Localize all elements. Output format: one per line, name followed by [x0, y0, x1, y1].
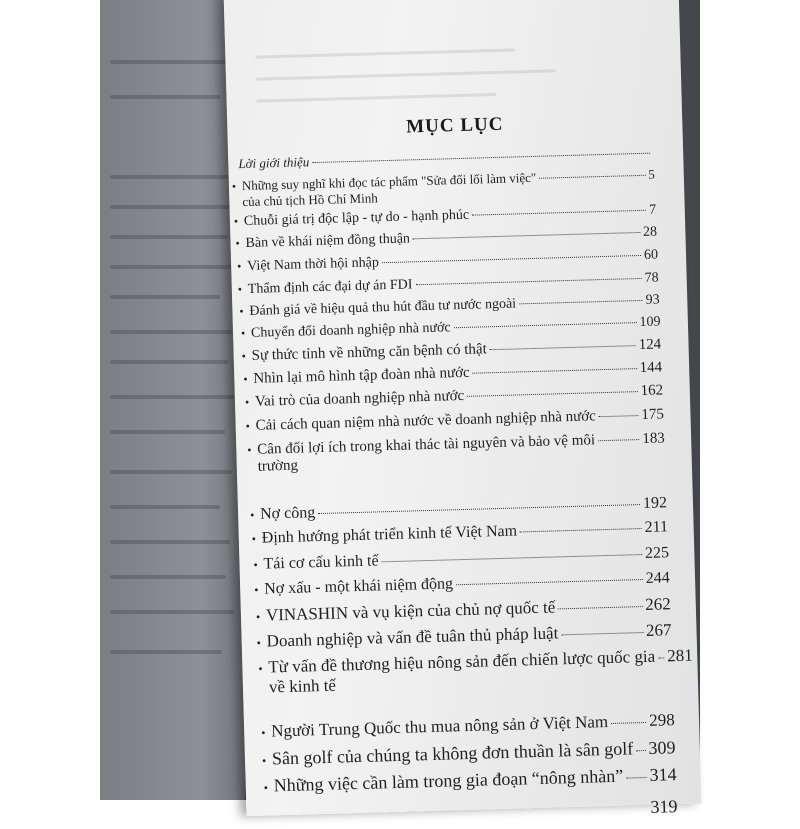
dot-leader [473, 368, 637, 374]
dot-leader [599, 415, 638, 417]
bullet-icon: • [254, 583, 264, 598]
dot-leader [312, 153, 650, 163]
dot-leader [382, 554, 643, 562]
toc-entry-page: 298 [649, 710, 675, 731]
toc-entry-title: Nợ xấu - một khái niệm động [264, 575, 453, 598]
toc-entry-page: 262 [645, 594, 671, 615]
dot-leader [611, 722, 646, 724]
toc-entry-title: Bàn về khái niệm đồng thuận [245, 231, 410, 252]
toc-entry-page: 78 [644, 270, 658, 286]
dot-leader [467, 391, 637, 397]
bullet-icon: • [252, 532, 262, 547]
dot-leader [275, 813, 651, 823]
dot-leader [626, 777, 646, 779]
toc-entry [236, 430, 692, 477]
dot-leader [454, 322, 637, 328]
toc-entry-page: 211 [644, 518, 668, 537]
bullet-icon: • [237, 259, 247, 274]
dot-leader [598, 439, 639, 441]
toc-entry-page: 281 [667, 646, 693, 667]
toc-entry [244, 710, 699, 743]
bullet-icon: • [258, 662, 268, 677]
bullet-icon: • [239, 304, 249, 319]
toc-entry-page: 162 [640, 382, 663, 400]
toc-entry-page: 244 [645, 569, 669, 588]
toc-entry-title: Doanh nghiệp và vấn đề tuân thủ pháp luật [266, 623, 558, 651]
toc-entry-page: 319 [650, 796, 678, 818]
bullet-icon: • [257, 636, 267, 651]
table-of-contents [228, 144, 701, 816]
toc-entry-title: Tái cơ cấu kinh tế [263, 552, 379, 573]
toc-entry-page: 7 [649, 203, 656, 219]
toc-entry-continuation: của chủ tịch Hồ Chí Minh [232, 183, 655, 211]
toc-entry-page: 183 [642, 430, 665, 448]
dot-leader [413, 232, 640, 239]
bullet-icon: • [243, 372, 253, 387]
dot-leader [490, 345, 636, 350]
dot-leader [456, 579, 643, 585]
dot-leader [519, 300, 643, 304]
toc-entry-page: 5 [648, 167, 655, 183]
toc-entry-page: 28 [643, 225, 657, 241]
toc-entry-page: 309 [648, 737, 676, 759]
toc-entry-page: 124 [638, 336, 661, 354]
dot-leader [318, 504, 640, 514]
toc-entry-page: 144 [639, 359, 662, 377]
bullet-icon: • [256, 610, 266, 625]
bullet-icon: • [245, 419, 255, 434]
dot-leader [658, 657, 664, 658]
toc-entry-continuation: trường [248, 447, 666, 476]
toc-entry-page: 109 [639, 314, 660, 331]
toc-entry-title: Từ vấn đề thương hiệu nông sản đến chiến lược quốc gia [268, 647, 655, 678]
bullet-icon: • [241, 326, 251, 341]
dot-leader [558, 606, 642, 609]
dot-leader [382, 255, 641, 263]
toc-entry-title: Lời giới thiệu [238, 154, 309, 172]
toc-entry-title: Những suy nghĩ khi đọc tác phẩm "Sửa đổi lối làm việc" [242, 170, 537, 194]
bullet-icon: • [245, 395, 255, 410]
toc-entry-page: 93 [645, 292, 659, 308]
toc-entry-title: Nhìn lại mô hình tập đoàn nhà nước [253, 365, 470, 388]
bullet-icon: • [238, 282, 248, 297]
bullet-icon: • [247, 443, 257, 458]
toc-entry-title: Chuyển đổi doanh nghiệp nhà nước [251, 320, 451, 342]
bullet-icon: • [250, 508, 260, 523]
toc-entry-title: Vai trò của doanh nghiệp nhà nước [255, 388, 465, 411]
toc-entry-continuation: về kinh tế [259, 666, 674, 698]
toc-entry [246, 795, 701, 829]
dot-leader [472, 210, 646, 216]
toc-entry-title: Cân đối lợi ích trong khai thác tài nguyên và bảo vệ môi [257, 432, 595, 458]
toc-entry-title: Việt Nam thời hội nhập [247, 255, 379, 275]
toc-entry-page: 192 [643, 494, 667, 513]
bullet-icon: • [262, 753, 272, 768]
toc-entry-title: Người Trung Quốc thu mua nông sản ở Việt Nam [271, 712, 608, 741]
toc-entry-title: Chuỗi giá trị độc lập - tự do - hạnh phúc [244, 208, 470, 230]
toc-entry-title: VINASHIN và vụ kiện của chủ nợ quốc tế [266, 597, 556, 625]
toc-entry-title: Sự thức tỉnh về những căn bệnh có thật [251, 341, 487, 365]
dot-leader [539, 175, 645, 179]
toc-entry-title: Những việc cần làm trong gia đoạn “nông nhàn” [273, 766, 623, 797]
toc-entry-page: 314 [649, 764, 677, 786]
underlying-page [100, 0, 245, 800]
bullet-icon: • [264, 780, 274, 795]
bullet-icon: • [261, 725, 271, 740]
toc-entry-title: Cải cách quan niệm nhà nước về doanh nghiệp nhà nước [255, 408, 596, 434]
page-title: MỤC LỤC [227, 109, 682, 144]
toc-entry-title: Đánh giá về hiệu quả thu hút đầu tư nước ngoài [249, 296, 516, 319]
toc-entry [245, 764, 700, 798]
toc-entry-page: 175 [641, 406, 664, 424]
bullet-icon: • [253, 558, 263, 573]
toc-entry-title: Sân golf của chúng ta không đơn thuần là sân golf [272, 738, 634, 769]
toc-entry-title: Thẩm định các đại dự án FDI [248, 277, 413, 298]
bullet-icon: • [234, 214, 244, 229]
dot-leader [636, 750, 645, 751]
book-page [224, 0, 702, 816]
toc-entry-page: 225 [645, 544, 669, 563]
toc-entry-page: 60 [644, 247, 658, 263]
bullet-icon: • [235, 236, 245, 251]
bullet-icon: • [241, 349, 251, 364]
toc-entry [242, 646, 698, 699]
toc-entry-title: Định hướng phát triển kinh tế Việt Nam [262, 523, 518, 548]
bullet-icon: • [232, 179, 242, 194]
dot-leader [415, 278, 641, 285]
toc-entry-title: Nợ công [260, 504, 316, 524]
dot-leader [561, 632, 643, 635]
dot-leader [520, 528, 642, 532]
toc-entry-page: 267 [646, 620, 672, 641]
